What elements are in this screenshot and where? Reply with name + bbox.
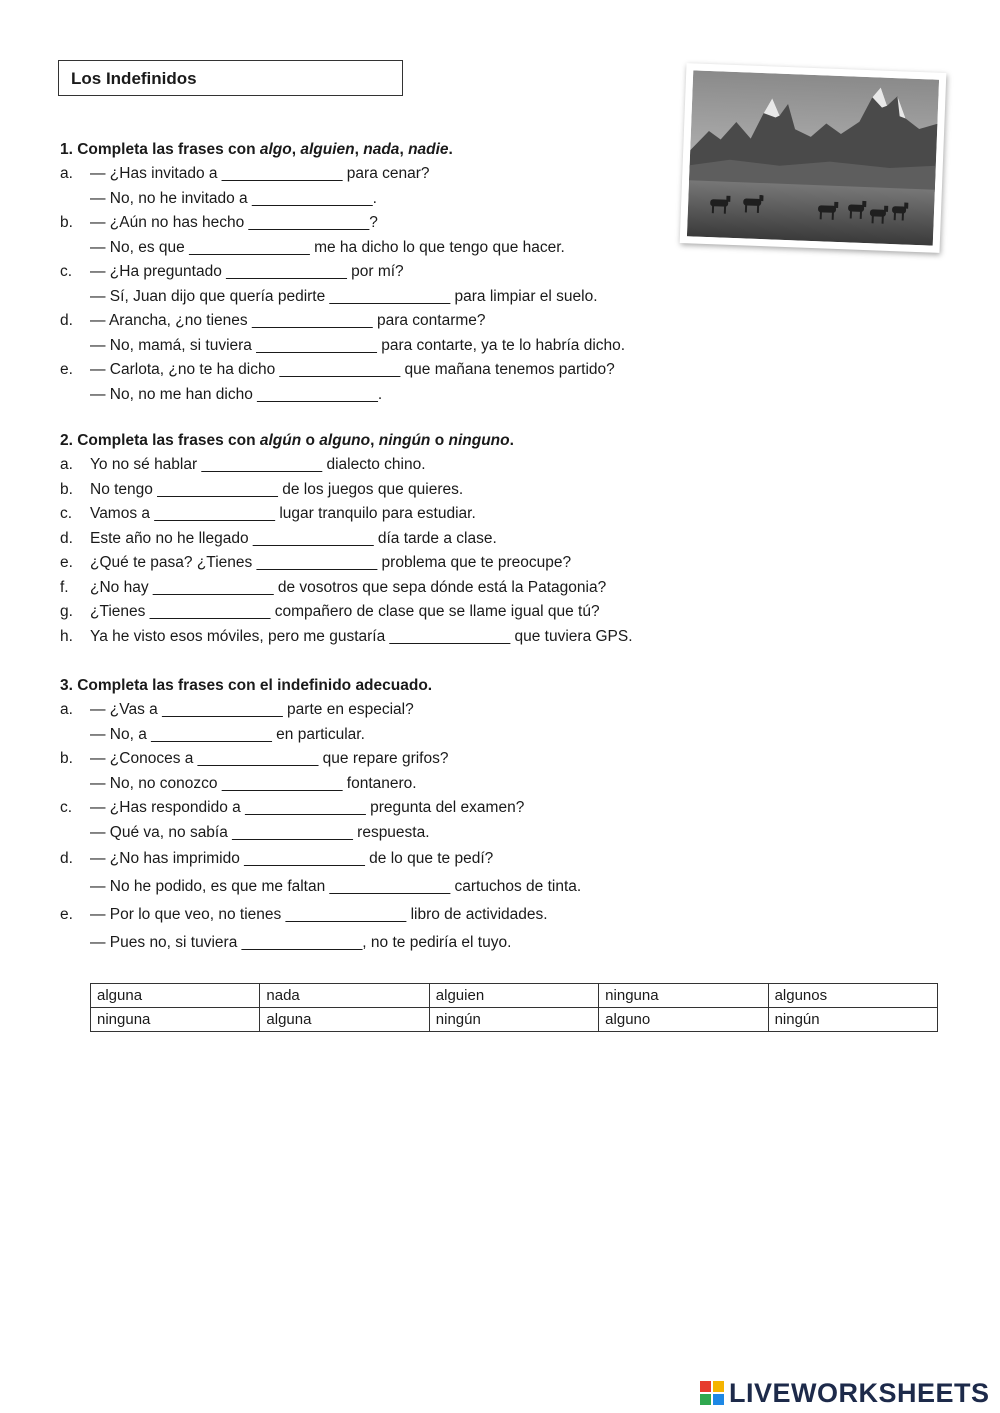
exercise-row: — Sí, Juan dijo que quería pedirte ______________ para limpiar el suelo. <box>90 287 598 305</box>
word-bank-row <box>91 984 938 1008</box>
exercise-2-title: 2. Completa las frases con algún o alguno, ningún o ninguno. <box>60 432 514 449</box>
exercise-row: d. Este año no he llegado ______________ día tarde a clase. <box>60 529 497 547</box>
word-bank-cell: alguno <box>599 1008 768 1032</box>
exercise-row: c. — ¿Ha preguntado ______________ por mí? <box>60 263 404 280</box>
mountain-horses-image <box>687 70 939 245</box>
exercise-row: c. — ¿Has respondido a ______________ pregunta del examen? <box>60 799 525 816</box>
exercise-row: a. — ¿Vas a ______________ parte en especial? <box>60 701 414 718</box>
exercise-row: — No, no conozco ______________ fontanero. <box>90 774 417 792</box>
exercise-row: h. Ya he visto esos móviles, pero me gustaría ______________ que tuviera GPS. <box>60 627 633 645</box>
exercise-row: — No, es que ______________ me ha dicho lo que tengo que hacer. <box>90 238 565 256</box>
exercise-row: g. ¿Tienes ______________ compañero de clase que se llame igual que tú? <box>60 603 600 620</box>
brand-icon <box>700 1381 724 1405</box>
patagonia-landscape-photo <box>680 63 947 253</box>
exercise-row: b. — ¿Conoces a ______________ que repare grifos? <box>60 750 449 767</box>
exercise-row: d. — Arancha, ¿no tienes ______________ para contarme? <box>60 312 486 329</box>
exercise-row: — Pues no, si tuviera ______________, no te pediría el tuyo. <box>90 934 512 951</box>
exercise-row: — No, a ______________ en particular. <box>90 725 365 743</box>
word-bank-cell: algunos <box>768 984 937 1008</box>
exercise-row: d. — ¿No has imprimido ______________ de lo que te pedí? <box>60 850 494 867</box>
exercise-row: b. — ¿Aún no has hecho ______________? <box>60 214 378 231</box>
word-bank-table <box>90 983 938 1032</box>
word-bank-cell: ningún <box>429 1008 598 1032</box>
word-bank-cell: ninguna <box>91 1008 260 1032</box>
exercise-row: e. — Carlota, ¿no te ha dicho ______________ que mañana tenemos partido? <box>60 361 615 378</box>
exercise-3 <box>60 673 582 957</box>
logo-square <box>700 1381 711 1392</box>
exercise-row: f. ¿No hay ______________ de vosotros que sepa dónde está la Patagonia? <box>60 578 607 596</box>
word-bank-row <box>91 1008 938 1032</box>
exercise-row: e. — Por lo que veo, no tienes ______________ libro de actividades. <box>60 906 548 923</box>
exercise-2 <box>60 428 633 649</box>
exercise-row: b. No tengo ______________ de los juegos que quieres. <box>60 480 464 498</box>
exercise-row: — Qué va, no sabía ______________ respuesta. <box>90 823 430 841</box>
exercise-row: — No, no me han dicho ______________. <box>90 385 383 403</box>
word-bank-cell: alguien <box>429 984 598 1008</box>
logo-square <box>713 1394 724 1405</box>
liveworksheets-logo[interactable] <box>700 1378 990 1408</box>
exercise-row: e. ¿Qué te pasa? ¿Tienes ______________ problema que te preocupe? <box>60 554 572 571</box>
exercise-1-title: 1. Completa las frases con algo, alguien, nada, nadie. <box>60 141 453 158</box>
word-bank-cell: ningún <box>768 1008 937 1032</box>
exercise-row: — No, mamá, si tuviera ______________ para contarte, ya te lo habría dicho. <box>90 336 626 354</box>
brand-name: LIVEWORKSHEETS <box>729 1377 990 1408</box>
logo-square <box>700 1394 711 1405</box>
word-bank-cell: alguna <box>91 984 260 1008</box>
word-bank-cell: ninguna <box>599 984 768 1008</box>
exercise-row: — No he podido, es que me faltan ______________ cartuchos de tinta. <box>90 878 582 895</box>
exercise-1 <box>60 137 626 407</box>
exercise-row: a. Yo no sé hablar ______________ dialecto chino. <box>60 456 426 473</box>
exercise-row: — No, no he invitado a ______________. <box>90 189 377 207</box>
page-title: Los Indefinidos <box>58 60 403 96</box>
exercise-3-title: 3. Completa las frases con el indefinido adecuado. <box>60 677 433 694</box>
logo-square <box>713 1381 724 1392</box>
word-bank-cell: alguna <box>260 1008 429 1032</box>
exercise-row: c. Vamos a ______________ lugar tranquilo para estudiar. <box>60 505 476 522</box>
exercise-row: a. — ¿Has invitado a ______________ para cenar? <box>60 165 430 182</box>
word-bank-cell: nada <box>260 984 429 1008</box>
